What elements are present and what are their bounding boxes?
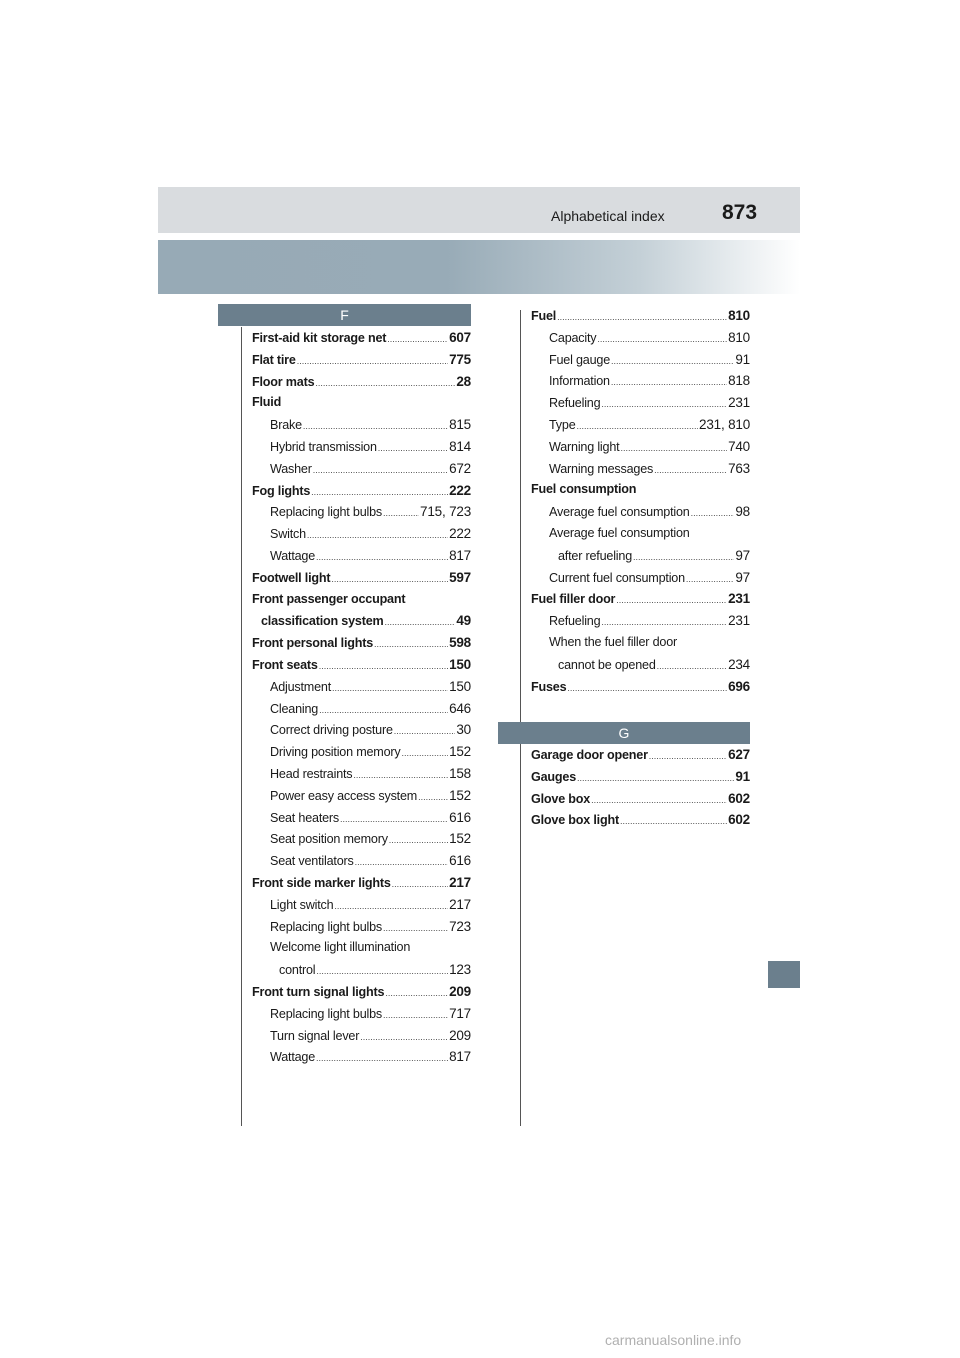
index-entry-label: When the fuel filler door bbox=[549, 634, 678, 649]
leader-dots bbox=[307, 525, 448, 547]
leader-dots bbox=[557, 307, 727, 329]
index-entry-label: Type bbox=[549, 417, 576, 432]
index-entry-label: Garage door opener bbox=[531, 748, 648, 762]
index-entry-label: Head restraints bbox=[270, 766, 353, 781]
index-entry-page: 152 bbox=[449, 744, 471, 760]
leader-dots bbox=[378, 438, 448, 460]
index-entry-label: Warning light bbox=[549, 439, 620, 454]
index-entry bbox=[252, 1046, 471, 1068]
index-entry-label: Power easy access system bbox=[270, 788, 418, 803]
index-entry-page: 810 bbox=[728, 308, 750, 323]
index-entry bbox=[252, 654, 471, 676]
leader-dots bbox=[332, 678, 448, 700]
leader-dots bbox=[313, 460, 448, 482]
index-entry-page: 209 bbox=[449, 1027, 471, 1043]
leader-dots bbox=[353, 765, 448, 787]
leader-dots bbox=[620, 811, 727, 833]
leader-dots bbox=[360, 1027, 448, 1049]
index-entry-page: 222 bbox=[449, 482, 471, 498]
index-entry-label: cannot be opened bbox=[558, 657, 656, 672]
index-entry-page: 209 bbox=[449, 983, 471, 999]
index-entry bbox=[531, 610, 750, 632]
leader-dots bbox=[355, 852, 448, 874]
index-entry-label: classification system bbox=[261, 614, 384, 629]
index-column-left bbox=[252, 327, 471, 1068]
index-entry-label: Front side marker lights bbox=[252, 875, 391, 890]
watermark: carmanualsonline.info bbox=[605, 1332, 742, 1348]
index-entry-label: Gauges bbox=[531, 769, 576, 784]
index-entry-label: Front turn signal lights bbox=[252, 984, 385, 999]
index-entry bbox=[252, 807, 471, 829]
leader-dots bbox=[611, 372, 727, 394]
index-entry bbox=[531, 436, 750, 458]
index-entry-page: 158 bbox=[449, 765, 471, 781]
leader-dots bbox=[601, 394, 727, 416]
index-entry-label: Correct driving posture bbox=[270, 723, 393, 738]
header-bar bbox=[158, 187, 800, 233]
leader-dots bbox=[315, 373, 455, 395]
index-entry bbox=[531, 414, 750, 436]
index-entry bbox=[252, 719, 471, 741]
index-entry bbox=[531, 392, 750, 414]
index-entry bbox=[531, 654, 750, 676]
index-entry bbox=[252, 1003, 471, 1025]
index-entry-page: 217 bbox=[449, 874, 471, 890]
index-entry bbox=[252, 436, 471, 458]
index-entry-label: Fuel filler door bbox=[531, 592, 616, 607]
leader-dots bbox=[401, 743, 448, 765]
index-entry bbox=[252, 392, 471, 414]
section-header-f: F bbox=[218, 304, 471, 326]
index-entry bbox=[252, 872, 471, 894]
index-entry-label: after refueling bbox=[558, 548, 633, 563]
index-entry bbox=[531, 632, 750, 654]
index-entry bbox=[531, 370, 750, 392]
index-entry-label: Fluid bbox=[252, 395, 282, 410]
index-entry bbox=[531, 766, 750, 788]
index-entry bbox=[531, 479, 750, 501]
index-entry bbox=[531, 567, 750, 589]
index-entry-label: Footwell light bbox=[252, 570, 331, 585]
index-entry-page: 597 bbox=[449, 569, 471, 585]
index-entry bbox=[252, 458, 471, 480]
index-entry-page: 602 bbox=[728, 790, 750, 806]
index-entry-page: 616 bbox=[449, 809, 471, 825]
leader-dots bbox=[316, 1048, 448, 1070]
index-entry-page: 810 bbox=[728, 329, 750, 345]
index-entry-page: 598 bbox=[449, 635, 471, 651]
index-entry bbox=[252, 850, 471, 872]
index-entry bbox=[252, 894, 471, 916]
leader-dots bbox=[616, 590, 727, 612]
right-column-rule bbox=[520, 310, 521, 1126]
index-entry-page: 814 bbox=[449, 438, 471, 454]
index-entry-page: 817 bbox=[449, 1049, 471, 1065]
index-entry-page: 97 bbox=[735, 569, 750, 585]
index-entry-label: Floor mats bbox=[252, 374, 315, 389]
index-entry-label: Light switch bbox=[270, 897, 334, 912]
index-entry-label: Hybrid transmission bbox=[270, 439, 377, 454]
index-entry-label: Fuel consumption bbox=[531, 482, 637, 497]
index-entry-label: Driving position memory bbox=[270, 745, 401, 760]
index-entry-label: Average fuel consumption bbox=[549, 505, 690, 520]
leader-dots bbox=[387, 329, 448, 351]
index-entry bbox=[252, 698, 471, 720]
index-entry-label: Flat tire bbox=[252, 352, 296, 367]
index-entry bbox=[252, 828, 471, 850]
index-column-right-f bbox=[531, 305, 750, 697]
index-entry-page: 740 bbox=[728, 438, 750, 454]
index-entry-page: 646 bbox=[449, 700, 471, 716]
index-entry-label: Front personal lights bbox=[252, 636, 374, 651]
index-entry bbox=[252, 480, 471, 502]
index-entry-page: 763 bbox=[728, 460, 750, 476]
index-entry-label: Average fuel consumption bbox=[549, 525, 690, 540]
index-entry-page: 222 bbox=[449, 526, 471, 542]
index-entry-page: 715, 723 bbox=[420, 504, 471, 520]
index-entry bbox=[252, 371, 471, 393]
index-entry-label: Turn signal lever bbox=[270, 1028, 360, 1043]
index-entry-label: Seat ventilators bbox=[270, 854, 354, 869]
index-entry bbox=[531, 676, 750, 698]
index-entry-label: Refueling bbox=[549, 396, 601, 411]
leader-dots bbox=[389, 830, 448, 852]
leader-dots bbox=[394, 721, 456, 743]
index-entry-page: 91 bbox=[735, 768, 750, 784]
index-entry-page: 234 bbox=[728, 656, 750, 672]
index-entry bbox=[531, 744, 750, 766]
leader-dots bbox=[577, 768, 734, 790]
index-entry-label: Current fuel consumption bbox=[549, 570, 685, 585]
index-entry bbox=[252, 414, 471, 436]
leader-dots bbox=[311, 482, 448, 504]
index-entry-page: 815 bbox=[449, 417, 471, 433]
leader-dots bbox=[331, 569, 448, 591]
leader-dots bbox=[383, 503, 419, 525]
section-header-g: G bbox=[498, 722, 750, 744]
index-entry bbox=[252, 1025, 471, 1047]
leader-dots bbox=[601, 612, 727, 634]
leader-dots bbox=[567, 678, 727, 700]
section-banner bbox=[158, 240, 800, 294]
leader-dots bbox=[319, 656, 448, 678]
index-entry-page: 217 bbox=[449, 896, 471, 912]
index-entry bbox=[531, 523, 750, 545]
index-entry-label: Front passenger occupant bbox=[252, 591, 406, 606]
index-entry-page: 152 bbox=[449, 831, 471, 847]
index-entry bbox=[252, 327, 471, 349]
index-entry bbox=[252, 567, 471, 589]
leader-dots bbox=[577, 416, 699, 438]
index-entry-label: Welcome light illumination bbox=[270, 940, 411, 955]
index-entry bbox=[252, 959, 471, 981]
index-entry-label: Seat position memory bbox=[270, 832, 388, 847]
leader-dots bbox=[383, 1005, 448, 1027]
leader-dots bbox=[654, 460, 727, 482]
index-entry-page: 97 bbox=[735, 547, 750, 563]
index-entry bbox=[252, 545, 471, 567]
index-entry-page: 616 bbox=[449, 853, 471, 869]
left-column-rule bbox=[241, 327, 242, 1126]
index-entry-page: 91 bbox=[735, 351, 750, 367]
leader-dots bbox=[316, 961, 448, 983]
index-entry-label: Fuel gauge bbox=[549, 352, 611, 367]
index-entry bbox=[252, 763, 471, 785]
index-entry bbox=[531, 545, 750, 567]
leader-dots bbox=[620, 438, 727, 460]
index-entry-page: 28 bbox=[456, 373, 471, 389]
index-entry-page: 150 bbox=[449, 656, 471, 672]
index-entry bbox=[531, 501, 750, 523]
index-entry bbox=[252, 523, 471, 545]
index-entry-label: Refueling bbox=[549, 614, 601, 629]
index-entry bbox=[531, 305, 750, 327]
leader-dots bbox=[611, 351, 734, 373]
index-entry-label: Adjustment bbox=[270, 679, 331, 694]
index-entry-label: Warning messages bbox=[549, 461, 654, 476]
index-entry-page: 696 bbox=[728, 678, 750, 694]
index-entry-page: 150 bbox=[449, 678, 471, 694]
index-entry-label: Front seats bbox=[252, 657, 318, 672]
index-entry-label: Fuses bbox=[531, 679, 567, 694]
index-entry-label: Switch bbox=[270, 527, 306, 542]
index-entry-page: 231 bbox=[728, 613, 750, 629]
leader-dots bbox=[319, 700, 448, 722]
leader-dots bbox=[374, 634, 448, 656]
index-entry-page: 627 bbox=[728, 747, 750, 762]
leader-dots bbox=[686, 569, 734, 591]
page-number: 873 bbox=[722, 201, 758, 224]
index-entry bbox=[252, 349, 471, 371]
index-entry bbox=[252, 501, 471, 523]
chapter-tab bbox=[768, 961, 800, 988]
index-column-right-g bbox=[531, 744, 750, 831]
index-entry-page: 152 bbox=[449, 787, 471, 803]
index-entry-label: Glove box bbox=[531, 791, 591, 806]
leader-dots bbox=[383, 918, 448, 940]
leader-dots bbox=[385, 612, 456, 634]
index-entry bbox=[252, 676, 471, 698]
leader-dots bbox=[297, 351, 448, 373]
index-entry bbox=[531, 588, 750, 610]
index-entry-label: First-aid kit storage net bbox=[252, 331, 387, 345]
index-entry-label: Wattage bbox=[270, 1050, 316, 1065]
leader-dots bbox=[691, 503, 735, 525]
leader-dots bbox=[633, 547, 734, 569]
index-entry-label: Capacity bbox=[549, 330, 597, 345]
leader-dots bbox=[418, 787, 448, 809]
leader-dots bbox=[334, 896, 448, 918]
index-entry bbox=[531, 458, 750, 480]
index-entry-label: Fog lights bbox=[252, 483, 311, 498]
index-entry bbox=[252, 981, 471, 1003]
index-entry bbox=[531, 788, 750, 810]
index-entry-page: 49 bbox=[456, 613, 471, 629]
index-entry-page: 817 bbox=[449, 547, 471, 563]
index-entry-label: control bbox=[279, 963, 316, 978]
index-entry-page: 717 bbox=[449, 1005, 471, 1021]
index-entry-page: 723 bbox=[449, 918, 471, 934]
index-entry-label: Seat heaters bbox=[270, 810, 340, 825]
index-entry-page: 231, 810 bbox=[699, 416, 750, 432]
leader-dots bbox=[303, 416, 448, 438]
index-entry-label: Cleaning bbox=[270, 701, 319, 716]
index-entry-page: 818 bbox=[728, 373, 750, 389]
index-entry-label: Brake bbox=[270, 418, 302, 433]
leader-dots bbox=[597, 329, 727, 351]
index-entry-page: 672 bbox=[449, 460, 471, 476]
leader-dots bbox=[392, 874, 448, 896]
index-entry-label: Information bbox=[549, 374, 610, 389]
index-entry bbox=[531, 809, 750, 831]
index-entry-page: 98 bbox=[735, 504, 750, 520]
leader-dots bbox=[316, 547, 448, 569]
index-entry-label: Fuel bbox=[531, 309, 557, 323]
index-entry bbox=[252, 741, 471, 763]
index-entry bbox=[252, 610, 471, 632]
index-entry-label: Replacing light bulbs bbox=[270, 505, 383, 520]
index-entry bbox=[252, 632, 471, 654]
index-entry bbox=[252, 589, 471, 611]
index-entry bbox=[252, 937, 471, 959]
index-entry-label: Replacing light bulbs bbox=[270, 919, 383, 934]
index-entry-page: 30 bbox=[456, 722, 471, 738]
index-entry-label: Glove box light bbox=[531, 813, 619, 828]
index-entry-page: 231 bbox=[728, 591, 750, 607]
index-entry bbox=[252, 916, 471, 938]
leader-dots bbox=[649, 746, 727, 768]
index-entry bbox=[531, 349, 750, 371]
leader-dots bbox=[385, 983, 448, 1005]
index-entry-page: 607 bbox=[449, 330, 471, 345]
index-entry-page: 123 bbox=[449, 962, 471, 978]
index-entry-label: Wattage bbox=[270, 548, 316, 563]
leader-dots bbox=[591, 790, 727, 812]
index-entry-page: 231 bbox=[728, 395, 750, 411]
index-entry bbox=[531, 327, 750, 349]
header-title: Alphabetical index bbox=[551, 208, 665, 224]
index-entry bbox=[252, 785, 471, 807]
index-entry-page: 775 bbox=[449, 351, 471, 367]
index-entry-label: Replacing light bulbs bbox=[270, 1006, 383, 1021]
leader-dots bbox=[340, 809, 448, 831]
index-entry-label: Washer bbox=[270, 461, 312, 476]
leader-dots bbox=[657, 656, 727, 678]
index-entry-page: 602 bbox=[728, 812, 750, 828]
